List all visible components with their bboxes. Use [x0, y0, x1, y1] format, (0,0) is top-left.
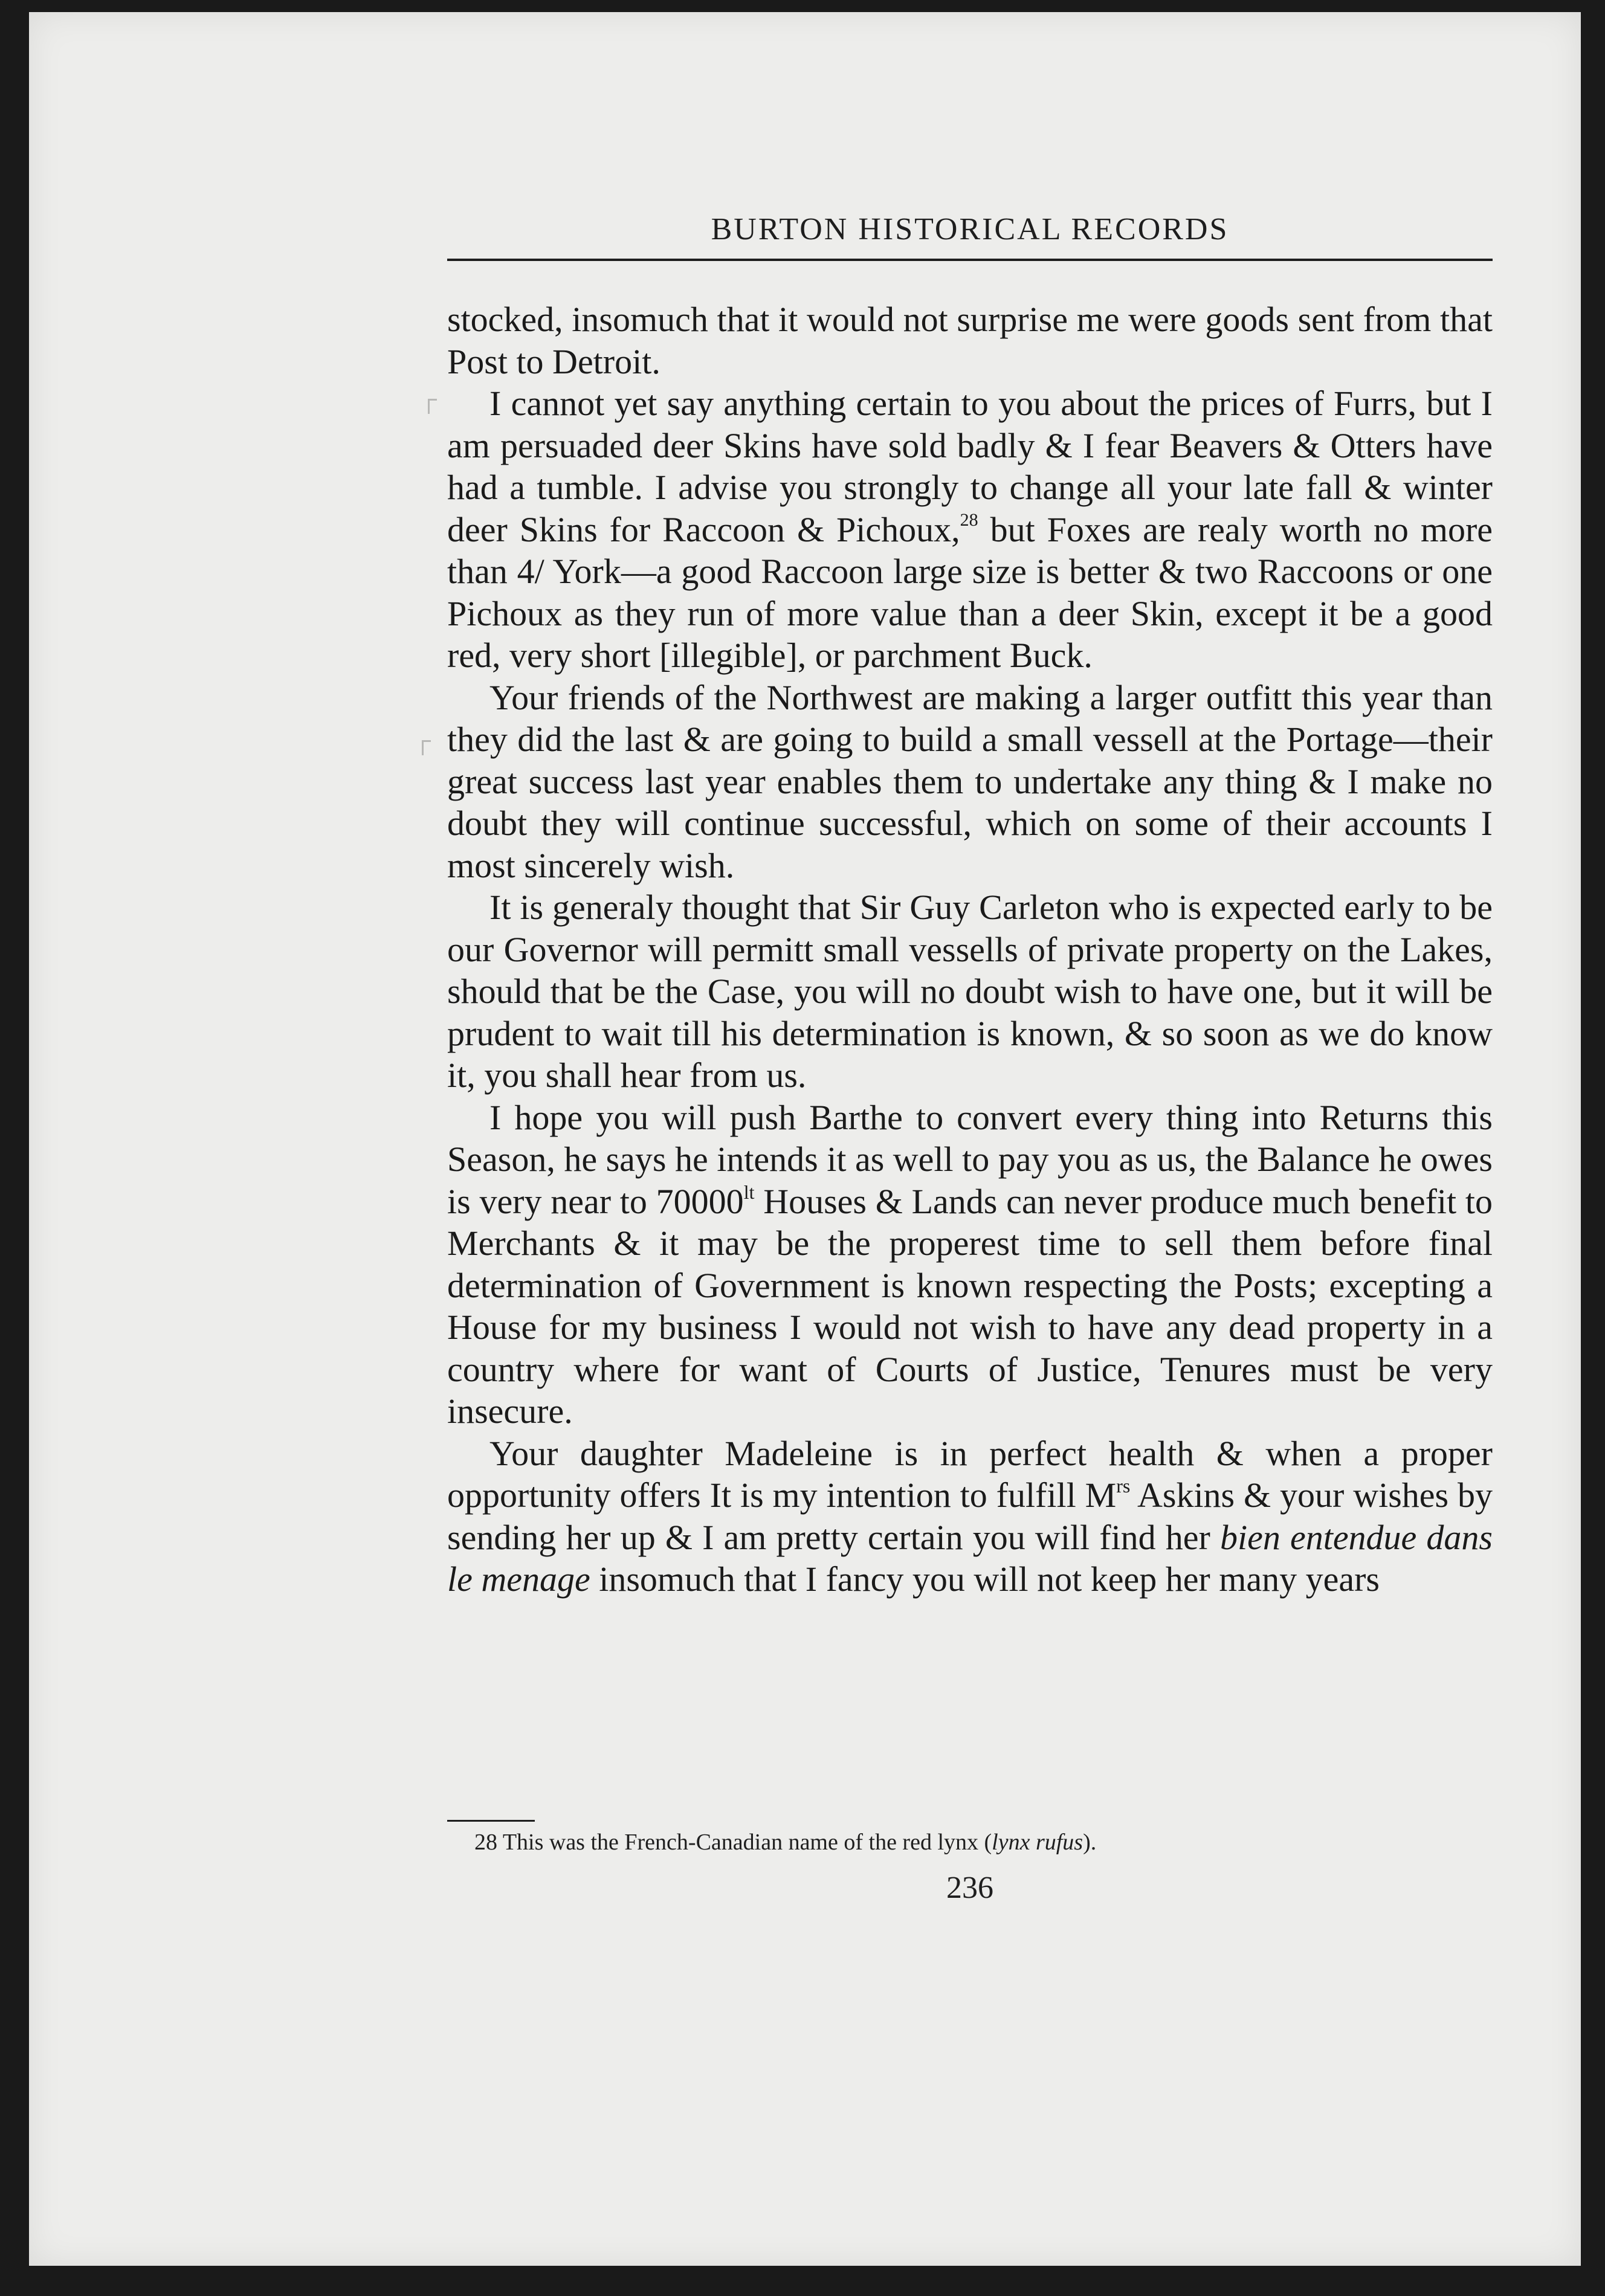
footnote-italic: lynx rufus — [992, 1830, 1083, 1855]
paragraph — [447, 382, 1493, 677]
text-run: but Foxes are realy worth no more than 4/ York—a good Raccoon large size is better & two Raccoons or one Pichoux as they run of more value than a deer Skin, except it be a good red, very short [illegible], or parchment Buck. — [447, 509, 1493, 675]
paragraph — [447, 1433, 1493, 1601]
header-rule — [447, 259, 1493, 261]
paragraph — [447, 1097, 1493, 1433]
footnote — [474, 1828, 1502, 1857]
margin-mark — [422, 740, 431, 755]
text-run: Your daughter Madeleine is in perfect health & when a proper opportunity offers It is my intention to fulfill M — [447, 1433, 1493, 1515]
italic-phrase: bien entendue dans le menage — [447, 1517, 1493, 1599]
footnote-number: 28 — [474, 1830, 497, 1855]
footnote-text-end: ). — [1083, 1830, 1097, 1855]
superscript-abbreviation: rs — [1116, 1475, 1131, 1497]
superscript-abbreviation: lt — [743, 1181, 755, 1203]
text-run: I cannot yet say anything certain to you about the prices of Furrs, but I am persuaded deer Skins have sold badly & I fear Beavers & Otters have had a tumble. I advise you strongly to change all your late fall & winter deer Skins for Raccoon & Pichoux, — [447, 384, 1493, 549]
margin-mark — [428, 399, 437, 414]
text-run: Your friends of the Northwest are making a larger outfitt this year than they did the last & are going to build a small vessell at the Portage—their great success last year enables them to undertake any thing & I make no doubt they will continue successful, which on some of their accounts I most sincerely wish. — [447, 677, 1493, 885]
footnote-reference: 28 — [960, 509, 978, 530]
paragraph — [447, 677, 1493, 887]
paragraph — [447, 886, 1493, 1097]
text-run: insomuch that I fancy you will not keep her many years — [590, 1559, 1380, 1599]
text-run: It is generaly thought that Sir Guy Carleton who is expected early to be our Governor will permitt small vessells of private property on the Lakes, should that be the Case, you will no doubt wish to have one, but it will be prudent to wait till his determination is known, & so soon as we do know it, you shall hear from us. — [447, 888, 1493, 1095]
text-run: I hope you will push Barthe to convert every thing into Returns this Season, he says he intends it as well to pay you as us, the Balance he owes is very near to 70000 — [447, 1097, 1493, 1221]
body-text — [447, 298, 1493, 1601]
footnote-rule — [447, 1820, 535, 1822]
footnote-text: This was the French-Canadian name of the red lynx ( — [497, 1830, 992, 1855]
text-run: Houses & Lands can never produce much benefit to Merchants & it may be the properest time to sell them before final determination of Government is known respecting the Posts; excepting a House for my business I would not wish to have any dead property in a country where for want of Courts of Justice, Tenures must be very insecure. — [447, 1181, 1493, 1431]
paragraph — [447, 298, 1493, 382]
page-number: 236 — [946, 1871, 993, 1905]
text-run: stocked, insomuch that it would not surprise me were goods sent from that Post to Detroit. — [447, 300, 1493, 381]
text-run: Askins & your wishes by sending her up & I am pretty certain you will find her — [447, 1475, 1493, 1557]
running-head: BURTON HISTORICAL RECORDS — [711, 212, 1229, 247]
